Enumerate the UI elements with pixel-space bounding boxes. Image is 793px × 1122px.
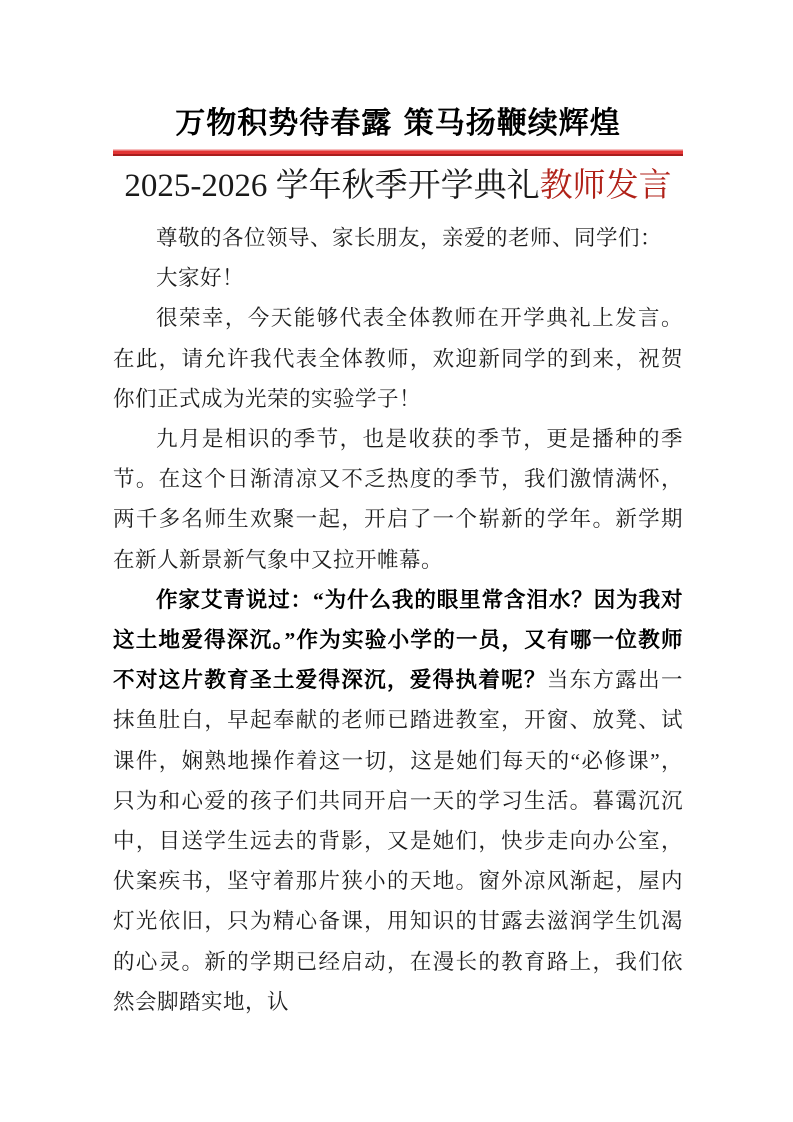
document-title-red-part: 教师发言 (539, 168, 672, 204)
document-title (113, 163, 683, 209)
document-content-area (113, 0, 683, 1022)
document-title-black-part: 2025-2026 学年秋季开学典礼 (124, 168, 540, 204)
paragraph-segment-bold: 作家艾青说过：“为什么我的眼里常含泪水？因为我对这土地爱得深沉。”作为实验小学的一员，又有哪一位教师不对这片教育圣土爱得深沉，爱得执着呢？ (113, 587, 683, 693)
paragraph (113, 419, 683, 580)
paragraph (113, 580, 683, 1022)
paragraph (113, 218, 683, 258)
document-header-calligraphy: 万物积势待春露 策马扬鞭续辉煌 (175, 106, 621, 141)
paragraph-segment: 尊敬的各位领导、家长朋友，亲爱的老师、同学们： (156, 226, 663, 250)
paragraph-segment: 当东方露出一抹鱼肚白，早起奉献的老师已踏进教室，开窗、放凳、试课件，娴熟地操作着这一切，这是她们每天的“必修课”，只为和心爱的孩子们共同开启一天的学习生活。暮霭沉沉中，目送学生远去的背影，又是她们，快步走向办公室，伏案疾书，坚守着那片狭小的天地。窗外凉风渐起，屋内灯光依旧，只为精心备课，用知识的甘露去滋润学生饥渴的心灵。新的学期已经启动，在漫长的教育路上，我们依然会脚踏实地，认 (113, 668, 683, 1014)
paragraph (113, 258, 683, 298)
paragraph-segment: 九月是相识的季节，也是收获的季节，更是播种的季节。在这个日渐清凉又不乏热度的季节，我们激情满怀，两千多名师生欢聚一起，开启了一个崭新的学年。新学期在新人新景新气象中又拉开帷幕。 (113, 427, 683, 572)
document-body (113, 218, 683, 1022)
paragraph-segment: 大家好！ (156, 266, 245, 291)
paragraph (113, 298, 683, 419)
paragraph-segment: 很荣幸，今天能够代表全体教师在开学典礼上发言。在此，请允许我代表全体教师，欢迎新同学的到来，祝贺你们正式成为光荣的实验学子！ (113, 306, 683, 411)
red-divider-line (113, 149, 683, 156)
